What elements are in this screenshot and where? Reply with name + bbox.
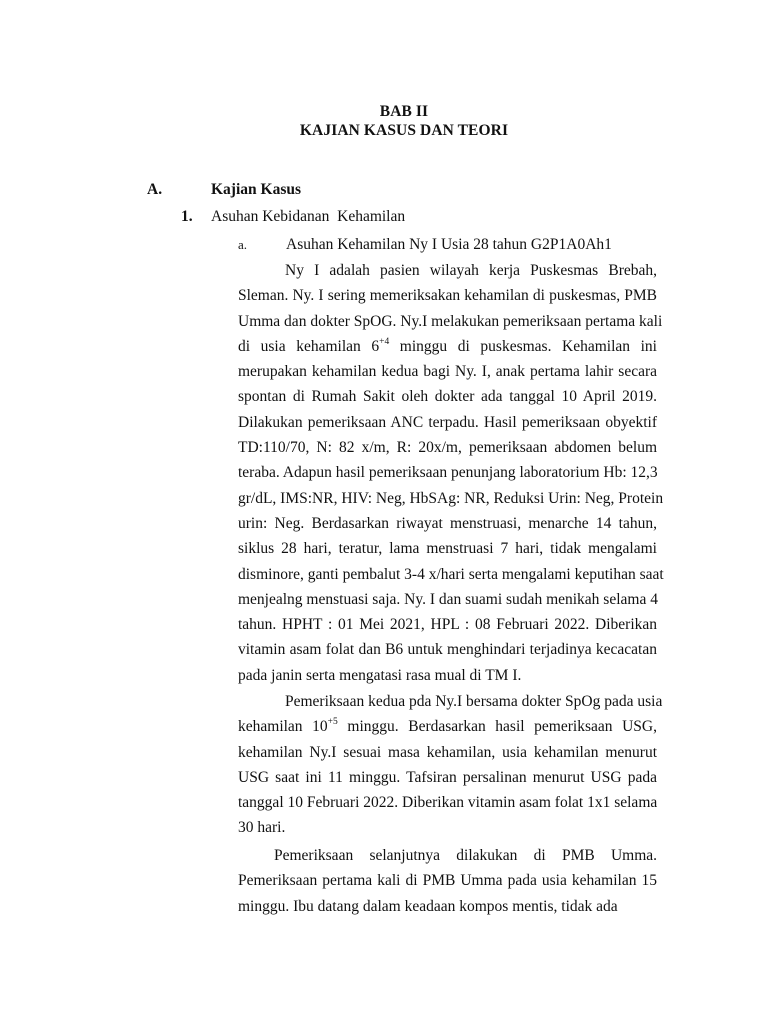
- paragraph-line: minggu. Ibu datang dalam keadaan kompos mentis, tidak ada: [238, 897, 618, 915]
- paragraph-line: Umma dan dokter SpOG. Ny.I melakukan pemeriksaan pertama kali: [238, 312, 663, 330]
- paragraph-line: Ny I adalah pasien wilayah kerja Puskesmas Brebah,: [285, 262, 657, 279]
- section-title: Kajian Kasus: [211, 181, 302, 198]
- paragraph-line: tahun. HPHT : 01 Mei 2021, HPL : 08 Februari 2022. Diberikan: [238, 616, 657, 634]
- item-title: Asuhan Kehamilan Ny I Usia 28 tahun G2P1A0Ah1: [286, 236, 612, 253]
- paragraph-line-with-superscript: [238, 334, 657, 359]
- paragraph-line: TD:110/70, N: 82 x/m, R: 20x/m, pemeriksaan abdomen belum: [238, 439, 657, 457]
- paragraph-line: teraba. Adapun hasil pemeriksaan penunjang laboratorium Hb: 12,3: [238, 464, 658, 482]
- chapter-title: KAJIAN KASUS DAN TEORI: [299, 122, 509, 139]
- paragraph-line: merupakan kehamilan kedua bagi Ny. I, anak pertama lahir secara: [238, 363, 657, 381]
- paragraph-line: urin: Neg. Berdasarkan riwayat menstruasi, menarche 14 tahun,: [238, 514, 657, 532]
- line-text-start: di usia kehamilan 6: [238, 337, 380, 355]
- paragraph-line: pada janin serta mengatasi rasa mual di TM I.: [238, 666, 522, 684]
- gestational-days-superscript: +4: [379, 336, 390, 347]
- paragraph-line: Pemeriksaan kedua pda Ny.I bersama dokter SpOg pada usia: [285, 693, 663, 710]
- paragraph-line-with-superscript: [238, 714, 657, 739]
- gestational-days-superscript: +5: [327, 717, 338, 728]
- paragraph-1: [238, 258, 664, 688]
- paragraph-line: Pemeriksaan pertama kali di PMB Umma pada usia kehamilan 15: [238, 872, 657, 890]
- paragraph-line: USG saat ini 11 minggu. Tafsiran persalinan menurut USG pada: [238, 768, 657, 786]
- paragraph-line: vitamin asam folat dan B6 untuk menghindari terjadinya kecacatan: [238, 641, 657, 659]
- item-marker: a.: [238, 237, 248, 252]
- chapter-label: BAB II: [379, 103, 429, 120]
- paragraph-line: kehamilan Ny.I sesuai masa kehamilan, usia kehamilan menurut: [238, 743, 657, 761]
- paragraph-line: menjealng menstuasi saja. Ny. I dan suami sudah menikah selama 4: [238, 590, 658, 608]
- line-text-end: minggu. Berdasarkan hasil pemeriksaan USG,: [337, 718, 657, 736]
- paragraph-line: tanggal 10 Februari 2022. Diberikan vitamin asam folat 1x1 selama: [238, 794, 658, 812]
- paragraph-line: disminore, ganti pembalut 3-4 x/hari serta mengalami keputihan saat: [238, 565, 664, 583]
- subsection-title: Asuhan Kebidanan Kehamilan: [211, 208, 406, 225]
- subsection-marker: 1.: [181, 208, 193, 225]
- paragraph-line: spontan di Rumah Sakit oleh dokter ada tanggal 10 April 2019.: [238, 388, 657, 406]
- paragraph-line: Sleman. Ny. I sering memeriksakan kehamilan di puskesmas, PMB: [238, 287, 657, 305]
- line-text-start: kehamilan 10: [238, 718, 328, 736]
- paragraph-line: Pemeriksaan selanjutnya dilakukan di PMB Umma.: [274, 847, 657, 864]
- section-marker: A.: [147, 181, 163, 198]
- paragraph-line: siklus 28 hari, teratur, lama menstruasi 7 hari, tidak mengalami: [238, 540, 657, 558]
- paragraph-line: Dilakukan pemeriksaan ANC terpadu. Hasil pemeriksaan obyektif: [238, 413, 657, 431]
- paragraph-2: [238, 689, 663, 841]
- line-text-end: minggu di puskesmas. Kehamilan ini: [389, 337, 657, 355]
- paragraph-line: 30 hari.: [238, 819, 286, 837]
- paragraph-3: [238, 843, 657, 919]
- paragraph-line: gr/dL, IMS:NR, HIV: Neg, HbSAg: NR, Reduksi Urin: Neg, Protein: [238, 489, 664, 507]
